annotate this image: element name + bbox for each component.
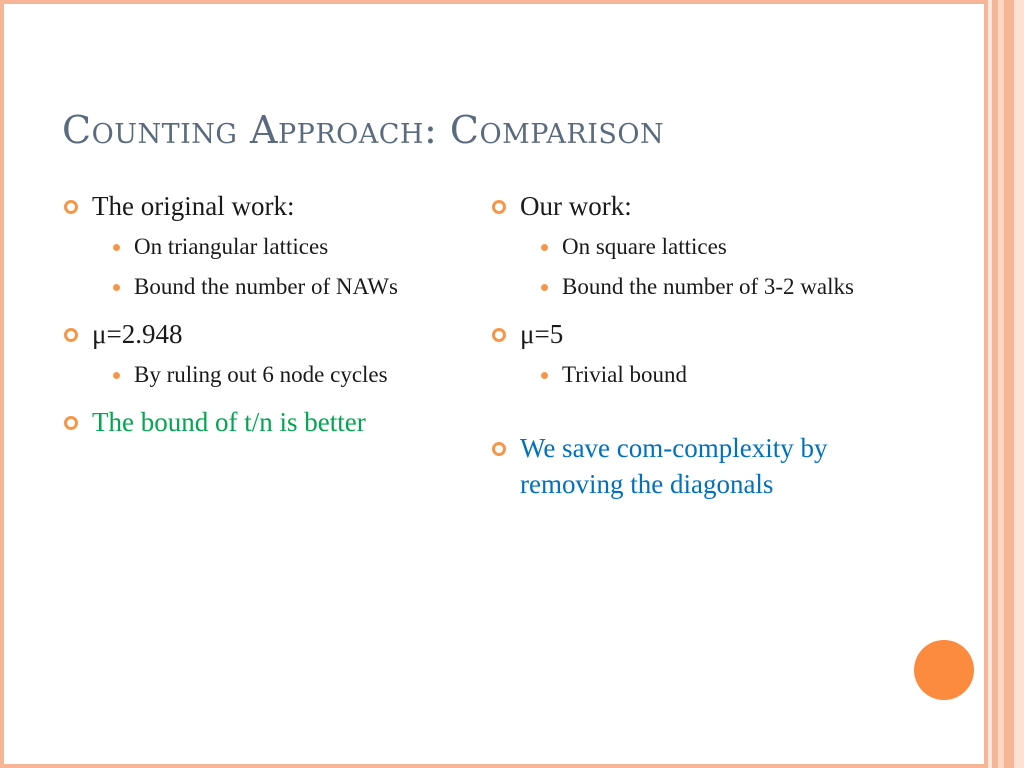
bullet-ring-icon	[64, 328, 78, 342]
bullet-dot-icon	[113, 372, 120, 379]
bullet-ring-icon	[492, 200, 506, 214]
bullet-item	[490, 430, 890, 502]
right-column	[490, 188, 890, 502]
left-column	[62, 188, 442, 440]
bullet-ring-icon	[64, 416, 78, 430]
sub-bullet-text: By ruling out 6 node cycles	[134, 362, 388, 387]
decor-stripe	[1014, 0, 1024, 768]
bullet-text: The bound of t/n is better	[92, 407, 366, 437]
decor-circle	[914, 640, 974, 700]
bullet-item	[62, 188, 442, 224]
bullet-dot-icon	[113, 284, 120, 291]
sub-bullet-text: Trivial bound	[562, 362, 688, 387]
bullet-ring-icon	[492, 328, 506, 342]
sub-bullet-text: Bound the number of 3-2 walks	[562, 274, 854, 299]
bullet-dot-icon	[113, 244, 120, 251]
bullet-ring-icon	[64, 200, 78, 214]
sub-bullet-item	[104, 270, 442, 304]
sub-bullet-item	[532, 358, 890, 392]
sub-bullet-text: On square lattices	[562, 234, 727, 259]
bullet-item	[490, 316, 890, 352]
sub-bullet-item	[104, 358, 442, 392]
bullet-text: We save com-complexity by removing the diagonals	[520, 433, 828, 499]
bullet-dot-icon	[541, 372, 548, 379]
border-left	[0, 0, 4, 768]
sub-bullet-text: Bound the number of NAWs	[134, 274, 398, 299]
sub-bullet-item	[104, 230, 442, 264]
bullet-text: μ=2.948	[92, 319, 183, 349]
bullet-item	[62, 316, 442, 352]
bullet-text: The original work:	[92, 191, 295, 221]
border-bottom	[0, 764, 988, 768]
bullet-dot-icon	[541, 244, 548, 251]
decor-stripe	[1004, 0, 1014, 768]
sub-bullet-item	[532, 270, 890, 304]
bullet-text: Our work:	[520, 191, 632, 221]
sub-bullet-text: On triangular lattices	[134, 234, 329, 259]
bullet-dot-icon	[541, 284, 548, 291]
border-top	[0, 0, 988, 4]
bullet-item	[62, 404, 442, 440]
slide-title: Counting Approach: Comparison	[62, 108, 665, 152]
bullet-text: μ=5	[520, 319, 564, 349]
bullet-item	[490, 188, 890, 224]
sub-bullet-item	[532, 230, 890, 264]
bullet-ring-icon	[492, 442, 506, 456]
